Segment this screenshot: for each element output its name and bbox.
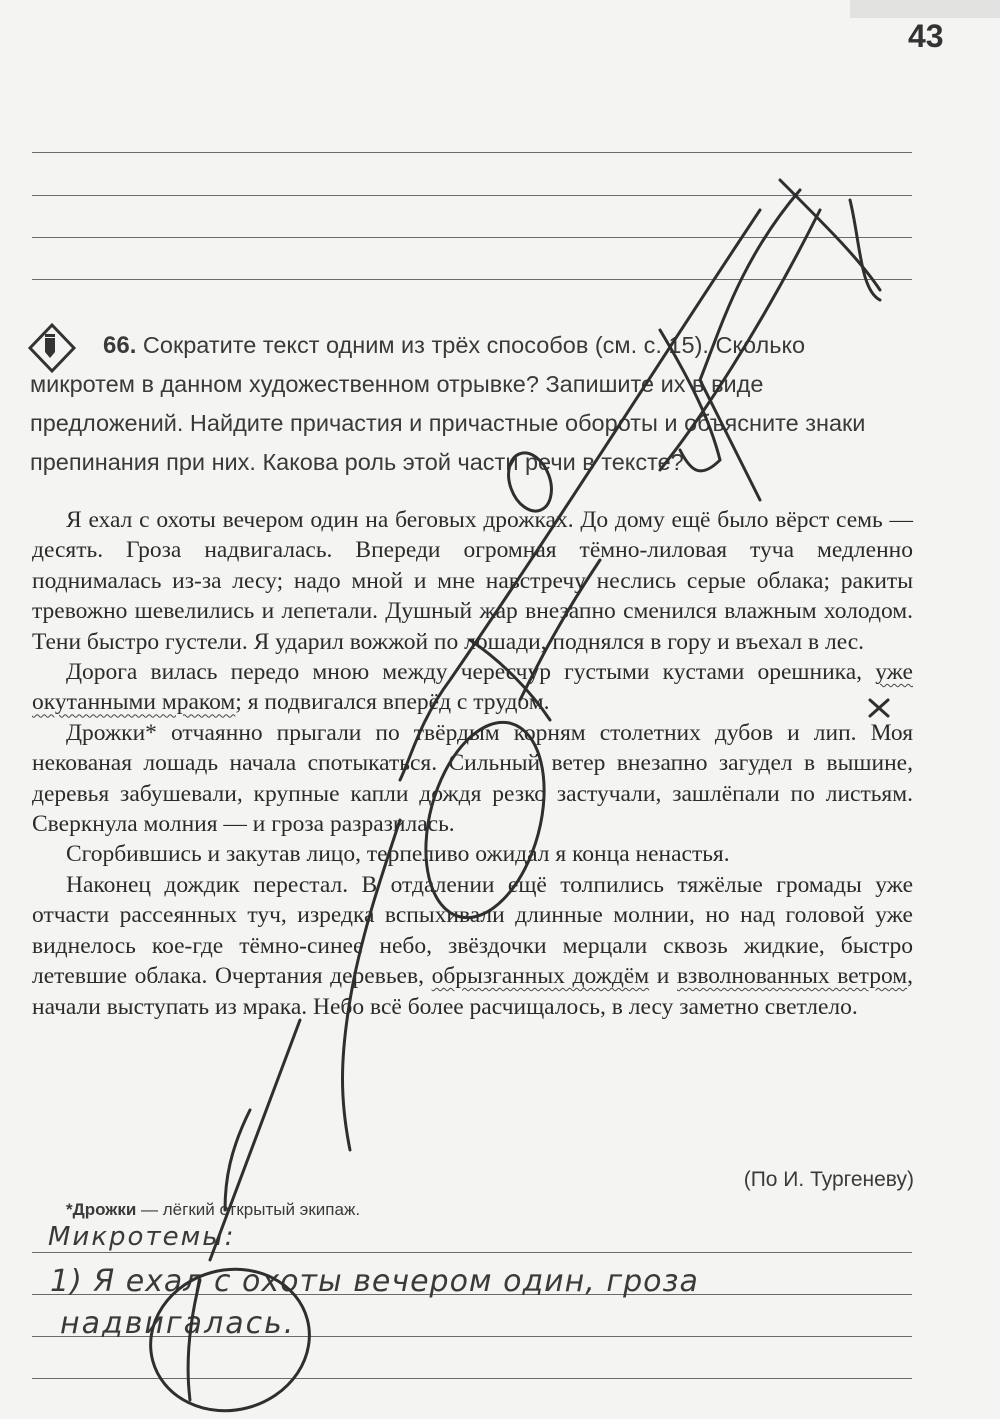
- participle-phrase: взволнованных ветром: [676, 963, 908, 990]
- answer-line: [32, 237, 912, 238]
- answer-line: [32, 1378, 912, 1379]
- exercise-block: [30, 326, 912, 482]
- page-corner-shadow: [850, 0, 1000, 18]
- story-paragraph: Сгорбившись и закутав лицо, терпеливо ожидал я конца ненастья.: [66, 841, 730, 868]
- source-attribution: (По И. Тургеневу): [743, 1168, 914, 1191]
- footnote-definition: — лёгкий открытый экипаж.: [136, 1200, 361, 1219]
- text-run: Наконец дождик перестал. В отдалении ещё толпились тяжёлые громады уже отчасти рассеянных туч, изредка вспыхивали длинные молнии, но над головой уже виднелось кое-где тёмно-синее небо, звёздочки мерцали сквозь жидкие, быстро летевшие облака. Очертания деревьев,: [32, 871, 913, 990]
- participle-phrase: обрызганных дождём: [431, 963, 650, 990]
- answer-line: [32, 195, 912, 196]
- footnote-term: *Дрожки: [66, 1200, 137, 1219]
- answer-line: [32, 279, 912, 280]
- handwritten-heading: Микротемы:: [48, 1222, 236, 1252]
- participle-phrase: уже окутанными мраком: [32, 659, 913, 716]
- answer-line: [32, 152, 912, 153]
- footnote: [66, 1200, 360, 1220]
- story-paragraph: [32, 870, 913, 1022]
- story-paragraph: [32, 657, 913, 718]
- story-paragraph: Дрожки* отчаянно прыгали по твёрдым корням столетних дубов и лип. Моя некованая лошадь начала спотыкаться. Сильный ветер внезапно загудел в вышине, деревья забушевали, крупные капли дождя резко застучали, зашлёпали по листьям. Сверкнула молния — и гроза разразилась.: [32, 719, 913, 838]
- text-run: Дорога вилась передо мною между чересчур густыми кустами орешника,: [66, 659, 876, 686]
- story-text: [32, 505, 913, 1022]
- text-run: , начали выступать из мрака. Небо всё более расчищалось, в лесу заметно светлело.: [32, 963, 914, 1020]
- exercise-number: 66.: [103, 332, 137, 359]
- story-paragraph: Я ехал с охоты вечером один на беговых дрожках. До дому ещё было вёрст семь — десять. Гроза надвигалась. Впереди огромная тёмно-лиловая туча медленно поднималась из-за лесу; надо мной и мне навстречу неслись серые облака; ракиты тревожно шевелились и лепетали. Душный жар внезапно сменился влажным холодом. Тени быстро густели. Я ударил вожжой по лошади, поднялся в гору и въехал в лес.: [32, 507, 913, 655]
- text-run: ; я подвигался вперёд с трудом.: [235, 689, 550, 716]
- handwritten-answer-line: надвигалась.: [60, 1306, 296, 1341]
- answer-line: [32, 1252, 912, 1253]
- page-number: 43: [908, 18, 944, 54]
- handwritten-answer-line: 1) Я ехал с охоты вечером один, гроза: [50, 1264, 699, 1299]
- text-run: и: [649, 963, 677, 990]
- exercise-instructions: Сократите текст одним из трёх способов (см. с. 15). Сколько микротем в данном художественном отрывке? Запишите их в виде предложений. Найдите причастия и причастные обороты и объясните знаки препинания при них. Какова роль этой части речи в тексте?: [30, 332, 866, 475]
